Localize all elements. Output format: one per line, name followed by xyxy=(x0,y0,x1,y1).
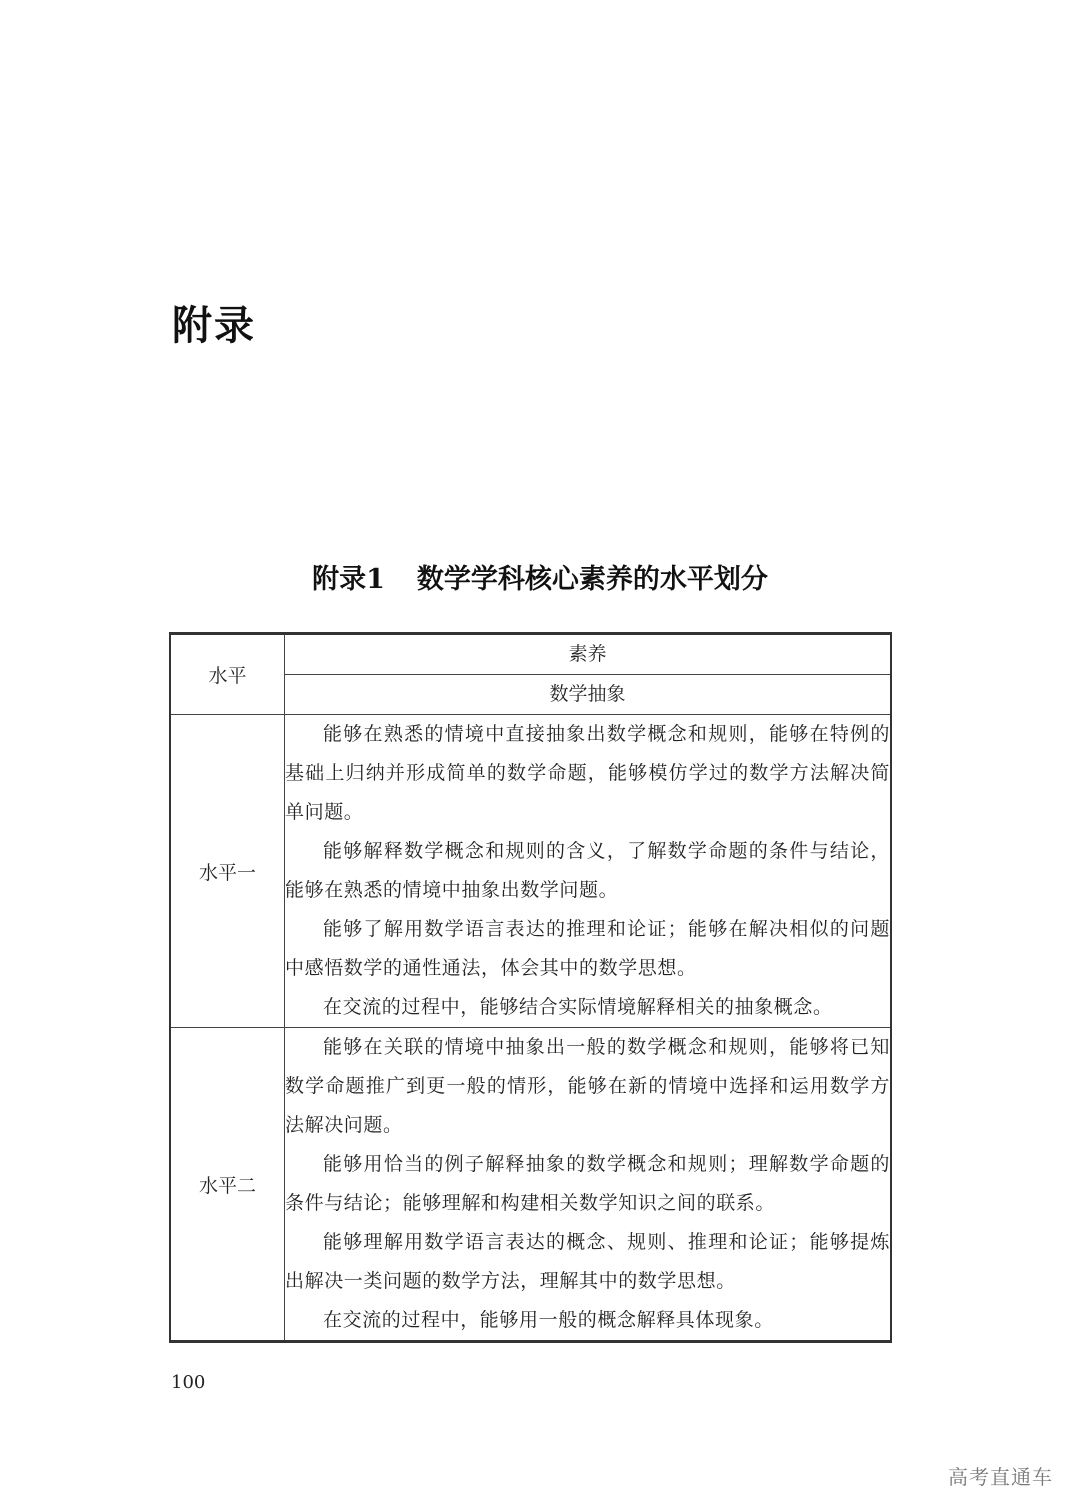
description-paragraph: 能够在关联的情境中抽象出一般的数学概念和规则，能够将已知数学命题推广到更一般的情形，能够在新的情境中选择和运用数学方法解决问题。 xyxy=(285,1036,890,1136)
table-header-row xyxy=(170,634,891,675)
section-title xyxy=(0,560,1080,600)
watermark: 高考直通车 xyxy=(948,1465,1053,1489)
description-paragraph: 能够理解用数学语言表达的概念、规则、推理和论证；能够提炼出解决一类问题的数学方法，理解其中的数学思想。 xyxy=(285,1231,890,1292)
description-paragraph: 能够了解用数学语言表达的推理和论证；能够在解决相似的问题中感悟数学的通性通法，体会其中的数学思想。 xyxy=(285,918,890,979)
page-number: 100 xyxy=(171,1372,206,1393)
header-level-cell: 水平 xyxy=(170,634,285,715)
description-paragraph: 能够用恰当的例子解释抽象的数学概念和规则；理解数学命题的条件与结论；能够理解和构建相关数学知识之间的联系。 xyxy=(285,1153,890,1214)
description-paragraph: 能够在熟悉的情境中直接抽象出数学概念和规则，能够在特例的基础上归纳并形成简单的数学命题，能够模仿学过的数学方法解决简单问题。 xyxy=(285,723,890,823)
description-cell xyxy=(285,1028,892,1342)
description-paragraph: 能够解释数学概念和规则的含义，了解数学命题的条件与结论，能够在熟悉的情境中抽象出数学问题。 xyxy=(285,840,890,901)
chapter-title: 附录 xyxy=(172,302,256,349)
description-paragraph: 在交流的过程中，能够用一般的概念解释具体现象。 xyxy=(323,1309,774,1331)
description-paragraph: 在交流的过程中，能够结合实际情境解释相关的抽象概念。 xyxy=(323,996,833,1018)
literacy-level-table xyxy=(169,632,892,1343)
header-literacy-name-cell: 数学抽象 xyxy=(285,675,892,715)
level-cell: 水平二 xyxy=(170,1028,285,1342)
section-number: 附录1 xyxy=(312,564,385,595)
table-row xyxy=(170,715,891,1028)
level-cell: 水平一 xyxy=(170,715,285,1028)
table-row xyxy=(170,1028,891,1342)
header-literacy-cell: 素养 xyxy=(285,634,892,675)
description-cell xyxy=(285,715,892,1028)
section-title-text: 数学学科核心素养的水平划分 xyxy=(416,564,768,595)
